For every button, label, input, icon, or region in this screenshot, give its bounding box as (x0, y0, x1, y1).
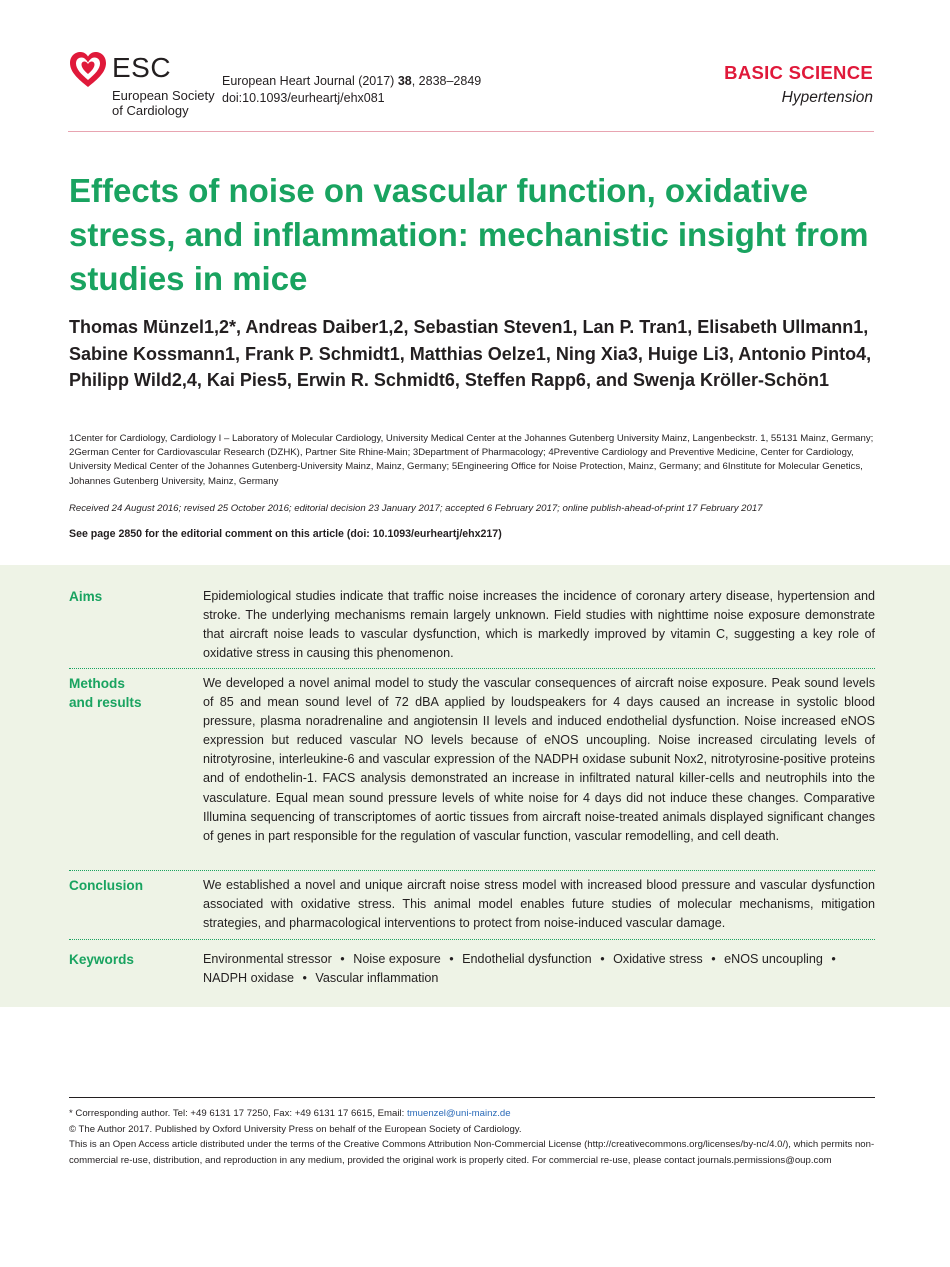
methods-label (69, 674, 194, 712)
citation-line (222, 73, 481, 90)
keyword: NADPH oxidase (203, 971, 294, 986)
structured-abstract (0, 565, 950, 1007)
esc-heart-icon (68, 50, 108, 90)
keyword-separator: • (449, 952, 454, 966)
logo-abbrev: ESC (112, 52, 172, 83)
article-title: Effects of noise on vascular function, oxidative stress, and inflammation: mechanistic insight from studies in mice (69, 172, 869, 297)
keyword: Noise exposure (353, 952, 441, 966)
keyword: Endothelial dysfunction (462, 952, 592, 966)
methods-label-line1: Methods (69, 676, 125, 691)
conclusion-text: We established a novel and unique aircraft noise stress model with increased blood pressure and vascular dysfunction associated with oxidative stress. This animal model enables future studies of molecular mechanisms, mitigation strategies, and pharmacological interventions to protect from noise-induced vascular damage. (203, 878, 875, 931)
volume: 38 (397, 74, 412, 88)
keyword-separator: • (600, 952, 605, 966)
keyword-separator: • (340, 952, 345, 966)
journal-citation (222, 73, 481, 107)
keyword: Vascular inflammation (315, 971, 439, 986)
aims-text: Epidemiological studies indicate that traffic noise increases the incidence of coronary artery disease, hypertension and stroke. The underlying mechanisms remain largely unknown. Field studies with nighttime noise exposure demonstrate that aircraft noise leads to vascular dysfunction, which is markedly improved by vitamin C, suggesting a key role of oxidative stress in causing this phenomenon. (203, 589, 875, 661)
page-range: , 2838–2849 (411, 74, 482, 88)
keyword: eNOS uncoupling (724, 952, 823, 966)
citation-prefix: European Heart Journal (2017) (222, 74, 398, 88)
email-link[interactable]: tmuenzel@uni-mainz.de (406, 1108, 511, 1119)
copyright: © The Author 2017. Published by Oxford University Press on behalf of the European Society of Cardiology. (69, 1123, 522, 1135)
article-dates: Received 24 August 2016; revised 25 October 2016; editorial decision 23 January 2017; accepted 6 February 2017; online publish-ahead-of-print 17 February 2017 (69, 503, 763, 514)
abstract-divider (69, 870, 875, 871)
journal-header (0, 0, 950, 132)
editorial-comment-note: See page 2850 for the editorial comment on this article (doi: 10.1093/eurheartj/ehx217) (69, 528, 502, 540)
keywords-label: Keywords (69, 952, 134, 967)
section-title: BASIC SCIENCE (724, 62, 873, 83)
footnote-divider (69, 1097, 875, 1098)
abstract-divider (69, 939, 875, 940)
keyword-separator: • (711, 952, 716, 966)
abstract-divider (69, 668, 875, 669)
author-list: Thomas Münzel1,2*, Andreas Daiber1,2, Sebastian Steven1, Lan P. Tran1, Elisabeth Ullmann1, Sabine Kossmann1, Frank P. Schmidt1, Matthias Oelze1, Ning Xia3, Huige Li3, Antonio Pinto4, Philipp Wild2,4, Kai Pies5, Erwin R. Schmidt6, Steffen Rapp6, and Swenja Kröller-Schön1 (69, 317, 872, 390)
keyword: Environmental stressor (203, 952, 332, 966)
conclusion-label: Conclusion (69, 878, 144, 893)
methods-text: We developed a novel animal model to study the vascular consequences of aircraft noise exposure. Peak sound levels of 85 and mean sound level of 72 dBA applied by loudspeakers for 4 days caused an increase in systolic blood pressure, plasma noradrenaline and angiotensin II levels and induced endothelial dysfunction. Noise increased eNOS expression but reduced vascular NO levels because of eNOS uncoupling. Noise increased circulating levels of nitrotyrosine, interleukine-6 and vascular expression of the NADPH oxidase subunit Nox2, nitrotyrosine-positive proteins and of endothelin-1. FACS analysis demonstrated an increase in infiltrated natural killer-cells and neutrophils into the vasculature. Equal mean sound pressure levels of white noise for 4 days did not induce these changes. Comparative Illumina sequencing of transcriptomes of aortic tissues from aircraft noise-treated animals displayed significant changes of genes in part responsible for the regulation of vascular function, vascular remodelling, and cell death. (203, 676, 875, 843)
logo-society-line1: European Society (112, 88, 215, 103)
footnotes (69, 1106, 883, 1168)
logo-society-line2: of Cardiology (112, 103, 189, 118)
corresponding-author (69, 1106, 883, 1122)
logo-society-name (112, 88, 215, 118)
keyword-separator: • (302, 971, 307, 986)
subsection-title: Hypertension (781, 89, 873, 106)
license-text: This is an Open Access article distributed under the terms of the Creative Commons Attribution Non-Commercial License (http://creativecommons.org/licenses/by-nc/4.0/), which permits non-commercial re-use, distribution, and reproduction in any medium, provided the original work is properly cited. For commercial re-use, please contact journals.permissions@oup.com (69, 1139, 875, 1166)
header-divider (68, 131, 874, 132)
keyword-separator: • (831, 952, 836, 966)
methods-label-line2: and results (69, 695, 142, 710)
affiliations: 1Center for Cardiology, Cardiology I – Laboratory of Molecular Cardiology, University Medical Center at the Johannes Gutenberg University Mainz, Langenbeckstr. 1, 55131 Mainz, Germany; 2German Center for Cardiovascular Research (DZHK), Partner Site Rhine-Main; 3Department of Pharmacology; 4Preventive Cardiology and Preventive Medicine, Center for Cardiology, University Medical Center of the Johannes Gutenberg-University Mainz, Mainz, Germany; 5Engineering Office for Noise Protection, Mainz, Germany; and 6Institute for Molecular Genetics, Johannes Gutenberg University, Mainz, Germany (69, 433, 874, 487)
doi[interactable]: doi:10.1093/eurheartj/ehx081 (222, 91, 385, 105)
corresponding-text: * Corresponding author. Tel: +49 6131 17 7250, Fax: +49 6131 17 6615, Email: (69, 1108, 407, 1119)
aims-label: Aims (69, 589, 103, 604)
esc-logo (68, 50, 218, 120)
keywords-list (203, 950, 875, 988)
keyword: Oxidative stress (613, 952, 703, 966)
section-label (724, 62, 873, 109)
